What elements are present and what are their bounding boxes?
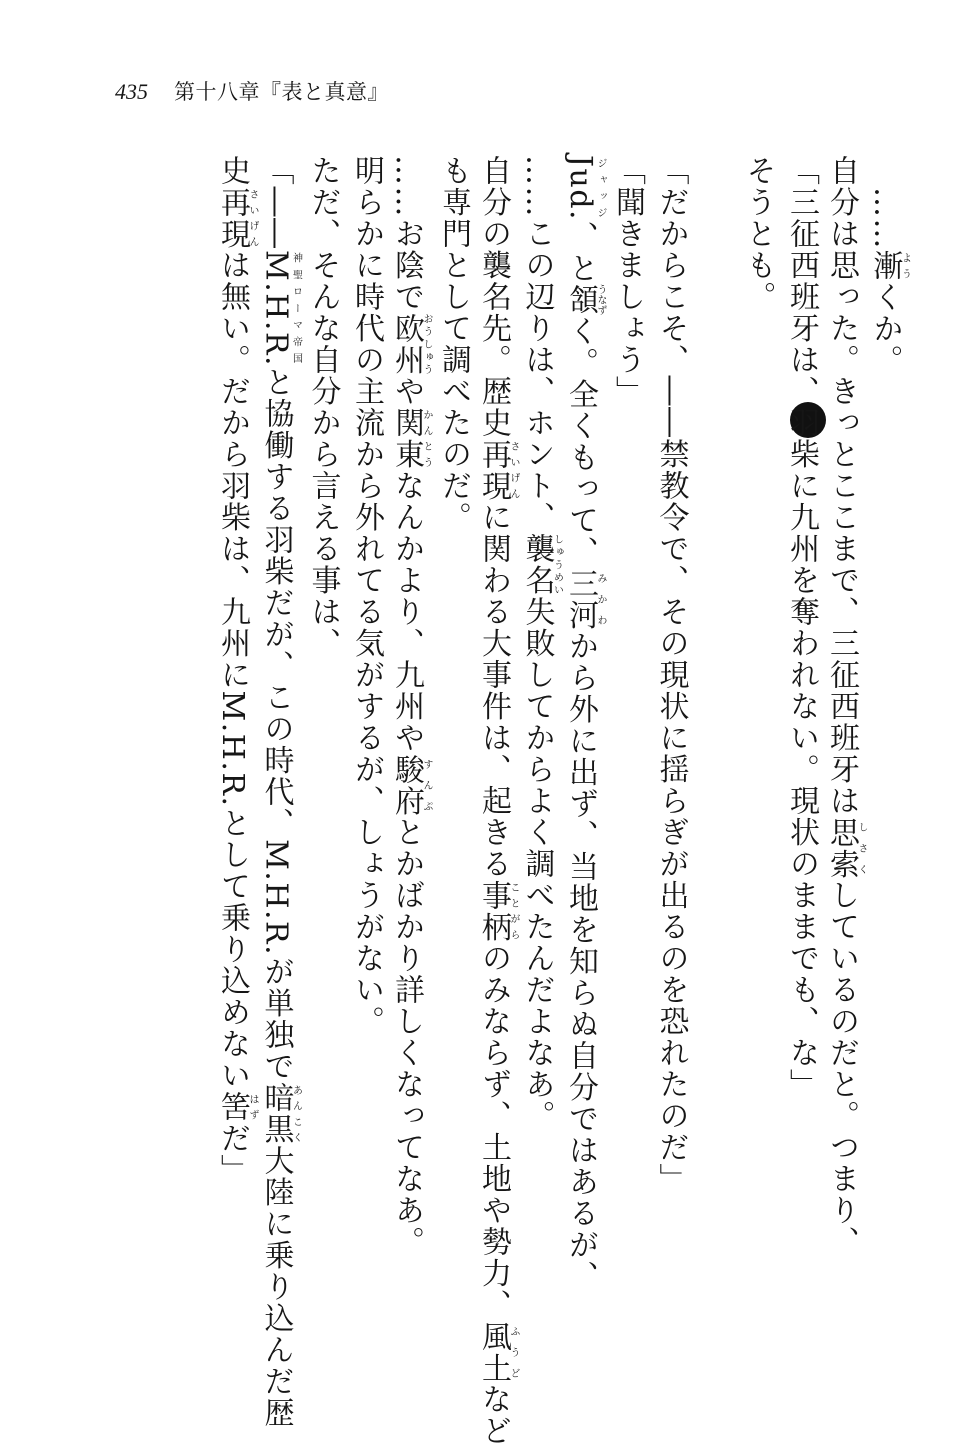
blank-line	[693, 155, 737, 1345]
ruby-reading: さいげん	[247, 186, 258, 250]
text-line: 「聞きましょう」	[610, 155, 645, 407]
ruby-annotated-word: 漸よう	[867, 250, 911, 282]
text-line: 「――M.H.R.神聖ローマ帝国と協働する羽柴だが、この時代、M.H.R.が単独で暗黒あんこく大陸に乗り込んだ歴	[258, 155, 302, 1429]
ruby-annotated-word: 襲名しゅうめい	[519, 533, 563, 596]
text-line: 「だからこそ、――禁教令で、その現状に揺らぎが出るのを恐れたのだ」	[653, 155, 689, 1195]
chapter-title: 第十八章『表と真意』	[174, 80, 389, 104]
ruby-annotated-word: 風土ふうど	[476, 1320, 519, 1384]
ruby-annotated-word: Jud.ジャッジ	[563, 155, 606, 222]
ruby-annotated-word: 筈はず	[215, 1091, 258, 1123]
ruby-annotated-word: 欧州おうしゅう	[389, 312, 432, 376]
text-line: 明らかに時代の主流から外れてる気がするが、しょうがない。	[349, 155, 384, 1037]
text-line: 自分の襲名先。歴史再現さいげんに関わる大事件は、起きる事柄ことがらのみならず、土地や勢力、風土ふうどなど	[476, 155, 519, 1447]
body-text	[60, 155, 911, 1447]
ruby-reading: あんこく	[290, 1082, 302, 1146]
page-number: 435	[115, 79, 148, 104]
ruby-annotated-word: M.H.R.神聖ローマ帝国	[258, 249, 302, 367]
text-line: ……お陰で欧州おうしゅうや関東かんとうなんかより、九州や駿府すんぷとかばかり詳しくなってなあ。	[389, 155, 432, 1258]
text-line: 自分は思った。きっとここまで、三征西班牙は思索しさくしているのだと。つまり、	[824, 155, 867, 1258]
ruby-annotated-word: 思索しさく	[824, 816, 867, 880]
ruby-reading: 神聖ローマ帝国	[290, 249, 302, 367]
ruby-annotated-word: 駿府すんぷ	[389, 753, 432, 817]
text-line: 史再現さいげんは無い。だから羽柴は、九州にM.H.R.として乗り込めない筈はずだ」	[215, 155, 258, 1186]
text-line: も専門として調べたのだ。	[436, 155, 471, 533]
text-line: Jud.ジャッジ、と頷うなずく。全くもって、三河みかわから外に出ず、当地を知らぬ自分ではあるが、	[563, 155, 606, 1293]
ruby-annotated-word: 三河みかわ	[563, 567, 606, 631]
ruby-reading: みかわ	[595, 567, 606, 631]
ruby-annotated-word: 暗黒あんこく	[258, 1082, 302, 1146]
ruby-annotated-word: 関東かんとう	[389, 407, 432, 470]
ruby-reading: ことがら	[508, 879, 519, 943]
ruby-reading: うなず	[595, 284, 606, 316]
ruby-reading: おうしゅう	[421, 312, 432, 376]
text-line: ……この辺りは、ホント、襲名しゅうめい失敗してからよく調べたんだよなあ。	[519, 155, 563, 1132]
ruby-reading: すんぷ	[421, 753, 432, 817]
ruby-annotated-word: 再現さいげん	[476, 438, 519, 502]
ruby-reading: しさく	[856, 816, 867, 880]
ruby-reading: さいげん	[508, 438, 519, 502]
ruby-reading: しゅうめい	[551, 533, 563, 596]
ruby-reading: ふうど	[508, 1320, 519, 1384]
ruby-reading: よう	[899, 250, 911, 282]
text-line: そうとも。	[740, 155, 776, 313]
ruby-reading: かんとう	[421, 407, 432, 470]
ruby-reading: ジャッジ	[595, 155, 606, 222]
ruby-annotated-word: 事柄ことがら	[476, 879, 519, 943]
ruby-reading: はず	[247, 1091, 258, 1123]
ruby-annotated-word: 再現さいげん	[215, 186, 258, 250]
text-line: 「三征西班牙は、羽柴に九州を奪われない。現状のままでも、な」	[784, 155, 819, 1100]
running-header	[115, 76, 389, 106]
ruby-annotated-word: 頷うなず	[563, 284, 606, 316]
text-line: ……漸ようくか。	[867, 187, 911, 376]
text-line: ただ、そんな自分から言える事は、	[305, 155, 341, 659]
